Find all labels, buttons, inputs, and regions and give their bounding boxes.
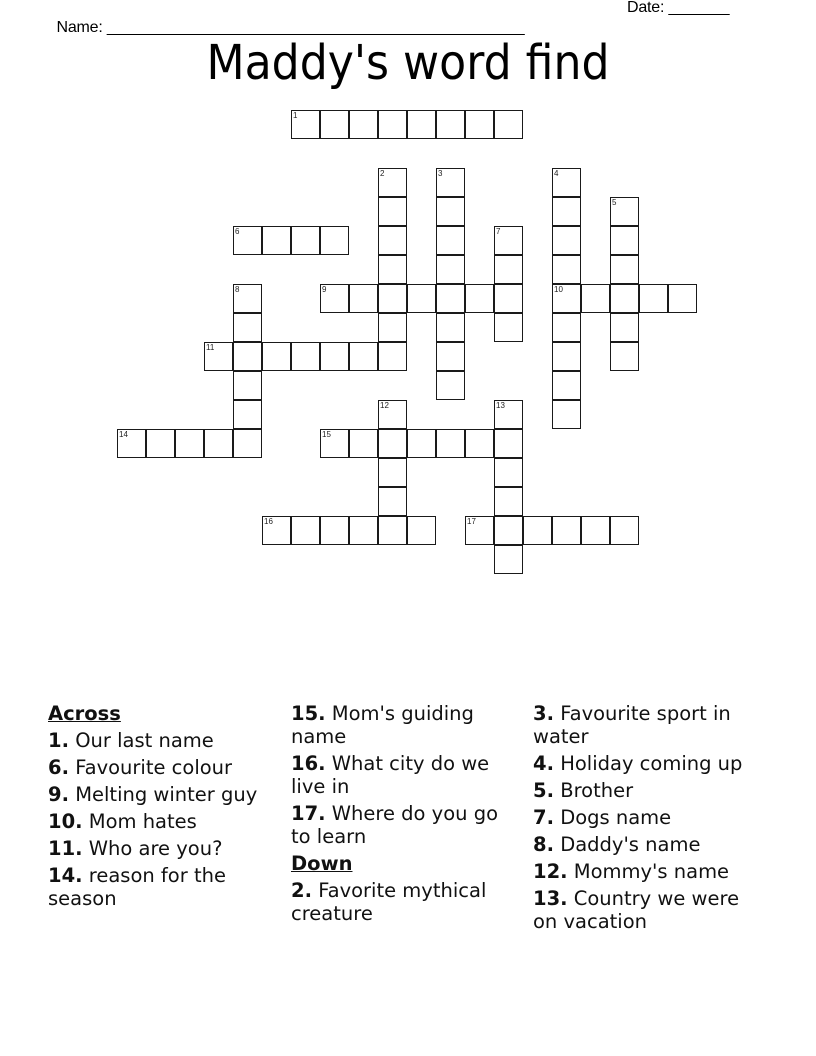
crossword-cell[interactable]	[436, 110, 465, 139]
crossword-cell[interactable]	[320, 110, 349, 139]
clue-number: 9.	[48, 783, 69, 806]
crossword-cell[interactable]	[349, 110, 378, 139]
crossword-cell[interactable]	[378, 429, 407, 458]
crossword-cell[interactable]	[378, 342, 407, 371]
clue-across-16	[291, 752, 523, 798]
clue-text: Favourite sport in water	[533, 702, 731, 748]
clue-number: 12.	[533, 860, 568, 883]
crossword-cell[interactable]	[349, 516, 378, 545]
clue-across-11	[48, 837, 280, 860]
crossword-cell[interactable]	[610, 516, 639, 545]
crossword-cell[interactable]	[320, 516, 349, 545]
crossword-cell[interactable]	[494, 226, 523, 255]
crossword-cell[interactable]	[610, 255, 639, 284]
crossword-cell[interactable]	[436, 371, 465, 400]
crossword-cell[interactable]	[436, 255, 465, 284]
clue-text: Melting winter guy	[75, 783, 258, 806]
clue-text: Mom's guiding name	[291, 702, 474, 748]
clue-text: Country we were on vacation	[533, 887, 740, 933]
crossword-cell[interactable]	[494, 313, 523, 342]
crossword-cell[interactable]	[204, 429, 233, 458]
across-heading: Across	[48, 702, 121, 725]
clue-down-12	[533, 860, 769, 883]
crossword-cell[interactable]	[436, 197, 465, 226]
crossword-cell[interactable]	[146, 429, 175, 458]
crossword-cell[interactable]	[378, 516, 407, 545]
crossword-cell[interactable]	[552, 516, 581, 545]
clue-number: 3.	[533, 702, 554, 725]
clue-text: reason for the season	[48, 864, 226, 910]
cell-number: 7	[496, 227, 501, 236]
crossword-cell[interactable]	[378, 400, 407, 429]
name-field[interactable]: Name: ________________________________________________	[56, 19, 525, 36]
crossword-cell[interactable]	[378, 284, 407, 313]
down-heading: Down	[291, 852, 353, 875]
cell-number: 11	[206, 343, 215, 352]
cell-number: 16	[264, 517, 273, 526]
crossword-cell[interactable]	[378, 487, 407, 516]
cell-number: 14	[119, 430, 128, 439]
cell-number: 15	[322, 430, 331, 439]
crossword-cell[interactable]	[552, 400, 581, 429]
clue-across-9	[48, 783, 280, 806]
crossword-cell[interactable]	[523, 516, 552, 545]
clue-number: 11.	[48, 837, 83, 860]
crossword-cell[interactable]	[494, 255, 523, 284]
crossword-cell[interactable]	[494, 458, 523, 487]
crossword-cell[interactable]	[494, 487, 523, 516]
cell-number: 5	[612, 198, 617, 207]
clue-number: 8.	[533, 833, 554, 856]
crossword-cell[interactable]	[378, 168, 407, 197]
clue-number: 7.	[533, 806, 554, 829]
clue-down-13	[533, 887, 769, 933]
crossword-cell[interactable]	[552, 197, 581, 226]
crossword-cell[interactable]	[639, 284, 668, 313]
crossword-cell[interactable]	[262, 226, 291, 255]
crossword-cell[interactable]	[407, 284, 436, 313]
crossword-cell[interactable]	[610, 226, 639, 255]
cell-number: 17	[467, 517, 476, 526]
crossword-cell[interactable]	[291, 342, 320, 371]
crossword-cell[interactable]	[668, 284, 697, 313]
crossword-cell[interactable]	[552, 168, 581, 197]
cell-number: 2	[380, 169, 385, 178]
clue-text: Who are you?	[88, 837, 223, 860]
clue-number: 10.	[48, 810, 83, 833]
crossword-cell[interactable]	[494, 284, 523, 313]
crossword-cell[interactable]	[552, 342, 581, 371]
crossword-cell[interactable]	[233, 371, 262, 400]
crossword-cell[interactable]	[494, 400, 523, 429]
crossword-cell[interactable]	[465, 429, 494, 458]
crossword-cell[interactable]	[494, 545, 523, 574]
crossword-cell[interactable]	[407, 516, 436, 545]
crossword-cell[interactable]	[610, 342, 639, 371]
crossword-cell[interactable]	[320, 284, 349, 313]
cell-number: 3	[438, 169, 443, 178]
clue-number: 1.	[48, 729, 69, 752]
crossword-cell[interactable]	[233, 400, 262, 429]
crossword-cell[interactable]	[436, 226, 465, 255]
cell-number: 10	[554, 285, 563, 294]
clue-number: 15.	[291, 702, 326, 725]
crossword-cell[interactable]	[407, 110, 436, 139]
crossword-cell[interactable]	[581, 516, 610, 545]
crossword-cell[interactable]	[233, 342, 262, 371]
crossword-cell[interactable]	[117, 429, 146, 458]
crossword-cell[interactable]	[436, 313, 465, 342]
clue-down-5	[533, 779, 769, 802]
crossword-cell[interactable]	[378, 313, 407, 342]
crossword-cell[interactable]	[204, 342, 233, 371]
crossword-cell[interactable]	[320, 342, 349, 371]
crossword-cell[interactable]	[552, 284, 581, 313]
crossword-cell[interactable]	[581, 284, 610, 313]
clue-down-7	[533, 806, 769, 829]
clue-down-4	[533, 752, 769, 775]
clue-down-2	[291, 879, 523, 925]
cell-number: 9	[322, 285, 327, 294]
crossword-cell[interactable]	[465, 110, 494, 139]
clue-down-3	[533, 702, 769, 748]
crossword-cell[interactable]	[233, 226, 262, 255]
crossword-cell[interactable]	[175, 429, 204, 458]
crossword-cell[interactable]	[494, 429, 523, 458]
clue-across-1	[48, 729, 280, 752]
clue-text: Our last name	[75, 729, 214, 752]
crossword-cell[interactable]	[349, 342, 378, 371]
clue-text: Daddy's name	[560, 833, 701, 856]
cell-number: 8	[235, 285, 240, 294]
crossword-cell[interactable]	[291, 226, 320, 255]
clue-down-8	[533, 833, 769, 856]
crossword-cell[interactable]	[552, 226, 581, 255]
crossword-cell[interactable]	[378, 226, 407, 255]
date-field[interactable]: Date: _______	[627, 0, 730, 16]
crossword-cell[interactable]	[349, 284, 378, 313]
crossword-cell[interactable]	[552, 371, 581, 400]
crossword-cell[interactable]	[378, 110, 407, 139]
crossword-cell[interactable]	[233, 313, 262, 342]
cell-number: 1	[293, 111, 298, 120]
clue-number: 4.	[533, 752, 554, 775]
clues-column-3	[533, 702, 769, 937]
crossword-cell[interactable]	[552, 313, 581, 342]
clue-across-17	[291, 802, 523, 848]
cell-number: 6	[235, 227, 240, 236]
clue-across-15	[291, 702, 523, 748]
crossword-cell[interactable]	[610, 197, 639, 226]
clue-number: 14.	[48, 864, 83, 887]
crossword-cell[interactable]	[610, 313, 639, 342]
clue-number: 6.	[48, 756, 69, 779]
crossword-cell[interactable]	[262, 342, 291, 371]
crossword-cell[interactable]	[233, 429, 262, 458]
clue-text: Brother	[560, 779, 634, 802]
clue-text: Where do you go to learn	[291, 802, 499, 848]
crossword-cell[interactable]	[436, 429, 465, 458]
clue-number: 2.	[291, 879, 312, 902]
clue-across-10	[48, 810, 280, 833]
crossword-cell[interactable]	[320, 226, 349, 255]
crossword-cell[interactable]	[552, 255, 581, 284]
clue-text: Mommy's name	[573, 860, 730, 883]
page-title: Maddy's word find	[206, 35, 610, 91]
clue-across-14	[48, 864, 280, 910]
crossword-cell[interactable]	[465, 516, 494, 545]
crossword-cell[interactable]	[262, 516, 291, 545]
clue-text: Holiday coming up	[560, 752, 743, 775]
clue-number: 17.	[291, 802, 326, 825]
clue-number: 5.	[533, 779, 554, 802]
cell-number: 13	[496, 401, 505, 410]
clue-number: 13.	[533, 887, 568, 910]
clue-text: Dogs name	[560, 806, 672, 829]
cell-number: 4	[554, 169, 559, 178]
crossword-cell[interactable]	[436, 342, 465, 371]
clue-text: Favourite colour	[75, 756, 233, 779]
crossword-cell[interactable]	[494, 110, 523, 139]
crossword-cell[interactable]	[436, 168, 465, 197]
crossword-cell[interactable]	[291, 110, 320, 139]
clue-text: Mom hates	[88, 810, 197, 833]
crossword-cell[interactable]	[378, 458, 407, 487]
crossword-cell[interactable]	[436, 284, 465, 313]
clues-column-2	[291, 702, 523, 929]
clue-text: What city do we live in	[291, 752, 490, 798]
crossword-cell[interactable]	[407, 429, 436, 458]
clues-column-1	[48, 702, 280, 914]
crossword-cell[interactable]	[233, 284, 262, 313]
crossword-cell[interactable]	[320, 429, 349, 458]
clue-text: Favorite mythical creature	[291, 879, 487, 925]
crossword-cell[interactable]	[378, 255, 407, 284]
clue-across-6	[48, 756, 280, 779]
clue-number: 16.	[291, 752, 326, 775]
crossword-cell[interactable]	[610, 284, 639, 313]
crossword-cell[interactable]	[465, 284, 494, 313]
crossword-cell[interactable]	[494, 516, 523, 545]
crossword-cell[interactable]	[378, 197, 407, 226]
crossword-cell[interactable]	[349, 429, 378, 458]
crossword-cell[interactable]	[291, 516, 320, 545]
cell-number: 12	[380, 401, 389, 410]
